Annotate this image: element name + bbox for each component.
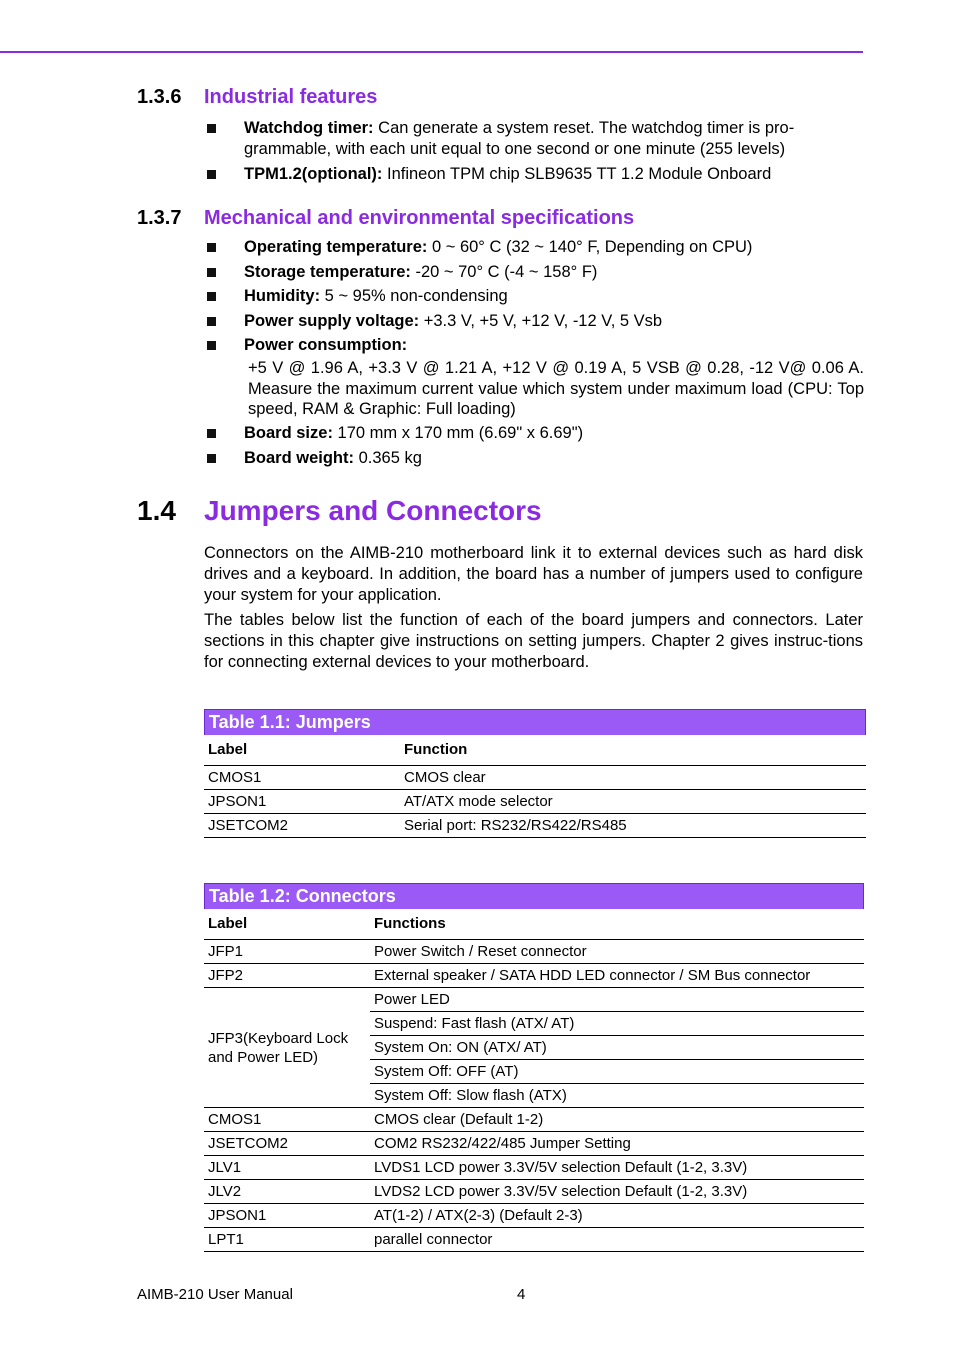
bullet-icon [207,243,216,252]
table-cell: parallel connector [370,1228,864,1252]
table-row [204,814,866,838]
table-cell: AT/ATX mode selector [400,790,866,814]
item-label: Board weight: [244,448,354,467]
bullet-icon [207,268,216,277]
table-cell: JFP2 [204,964,370,988]
section-title: Jumpers and Connectors [204,495,542,526]
table-header-row [204,909,864,940]
table-row [204,766,866,790]
table-row [204,964,864,988]
intro-paragraph: Connectors on the AIMB-210 motherboard link it to external devices such as hard disk drives and a keyboard. In addition, the board has a number of jumpers used to configure your system for your application. [204,544,863,604]
bullet-icon [207,170,216,179]
table-cell: Power LED [370,988,864,1012]
table-cell: LVDS1 LCD power 3.3V/5V selection Default (1-2, 3.3V) [370,1156,864,1180]
table-row [204,790,866,814]
section-number: 1.3.7 [137,207,182,229]
item-label: Humidity: [244,287,321,305]
bullet-icon [207,341,216,350]
table-row [204,1156,864,1180]
item-label: Watchdog timer: [244,119,374,137]
column-header: Functions [370,909,864,940]
table-cell: JLV1 [204,1156,370,1180]
table-cell: AT(1-2) / ATX(2-3) (Default 2-3) [370,1204,864,1228]
table-cell: CMOS clear [400,766,866,790]
intro-paragraph: The tables below list the function of each of the board jumpers and connectors. Later sections in this chapter give instructions on setting jumpers. Chapter 2 gives instruc-tions for connecting external devices to your motherboard. [204,611,863,671]
table-cell: System Off: Slow flash (ATX) [370,1084,864,1108]
item-label: Power supply voltage: [244,311,420,330]
section-number: 1.4 [137,495,176,526]
column-header: Label [204,735,400,766]
list-item [204,335,864,420]
industrial-features-list [204,118,864,188]
item-text: -20 ~ 70° C (-4 ~ 158° F) [410,262,598,281]
table-cell: CMOS1 [204,1108,370,1132]
item-text: 0 ~ 60° C (32 ~ 140° F, Depending on CPU) [427,238,753,256]
section-number: 1.3.6 [137,86,182,108]
item-text: Infineon TPM chip SLB9635 TT 1.2 Module Onboard [382,164,772,183]
item-label: Storage temperature: [244,262,411,281]
table-cell: LVDS2 LCD power 3.3V/5V selection Default (1-2, 3.3V) [370,1180,864,1204]
list-item [204,448,864,469]
list-item [204,164,864,185]
table-cell: JPSON1 [204,790,400,814]
item-text: 0.365 kg [354,448,422,467]
mechanical-specs-list [204,237,864,472]
table-cell: JFP1 [204,940,370,964]
section-title: Mechanical and environmental specifications [204,207,635,229]
table-cell: CMOS clear (Default 1-2) [370,1108,864,1132]
bullet-icon [207,454,216,463]
table-row [204,1204,864,1228]
table-cell: System On: ON (ATX/ AT) [370,1036,864,1060]
item-label: TPM1.2(optional): [244,164,383,183]
table-row [204,1132,864,1156]
table-row [204,988,864,1012]
table-cell: Serial port: RS232/RS422/RS485 [400,814,866,838]
table-cell: CMOS1 [204,766,400,790]
table-cell: JSETCOM2 [204,814,400,838]
table-cell: JLV2 [204,1180,370,1204]
table-cell: JPSON1 [204,1204,370,1228]
table-row [204,1108,864,1132]
table-row [204,940,864,964]
table-cell: COM2 RS232/422/485 Jumper Setting [370,1132,864,1156]
table-row [204,1180,864,1204]
list-item [204,311,864,332]
footer-manual-title: AIMB-210 User Manual [137,1286,293,1303]
section-title: Industrial features [204,86,378,108]
jumpers-table [204,709,866,838]
item-label: Power consumption: [244,336,408,354]
table-cell: External speaker / SATA HDD LED connector / SM Bus connector [370,964,864,988]
bullet-icon [207,292,216,301]
column-header: Label [204,909,370,940]
column-header: Function [400,735,866,766]
item-text: Can generate a system reset. The watchdog timer is pro-grammable, with each unit equal to one second or one minute (255 levels) [244,119,795,158]
list-item [204,237,864,258]
list-item [204,286,864,307]
table-caption: Table 1.2: Connectors [204,883,864,909]
table-cell: JSETCOM2 [204,1132,370,1156]
item-text: 5 ~ 95% non-condensing [320,287,508,305]
table-cell: JFP3(Keyboard Lock and Power LED) [204,988,370,1108]
bullet-icon [207,124,216,133]
item-text: 170 mm x 170 mm (6.69" x 6.69") [332,424,584,442]
table-caption: Table 1.1: Jumpers [204,709,866,735]
footer-page-number: 4 [517,1286,526,1303]
bullet-icon [207,429,216,438]
table-cell: Power Switch / Reset connector [370,940,864,964]
power-consumption-detail: +5 V @ 1.96 A, +3.3 V @ 1.21 A, +12 V @ 0.19 A, 5 VSB @ 0.28, -12 V@ 0.06 A. Measure the maximum current value which system under maximum load (CPU: Top speed, RAM & Graphic: Full loading) [248,359,864,418]
table-header-row [204,735,866,766]
table-cell: System Off: OFF (AT) [370,1060,864,1084]
list-item [204,423,864,444]
item-label: Operating temperature: [244,238,428,256]
connectors-table [204,883,864,1252]
bullet-icon [207,317,216,326]
item-text: +3.3 V, +5 V, +12 V, -12 V, 5 Vsb [419,311,663,330]
table-cell: Suspend: Fast flash (ATX/ AT) [370,1012,864,1036]
table-row [204,1228,864,1252]
header-rule [0,51,863,53]
list-item [204,118,864,160]
item-label: Board size: [244,424,333,442]
list-item [204,262,864,283]
table-cell: LPT1 [204,1228,370,1252]
